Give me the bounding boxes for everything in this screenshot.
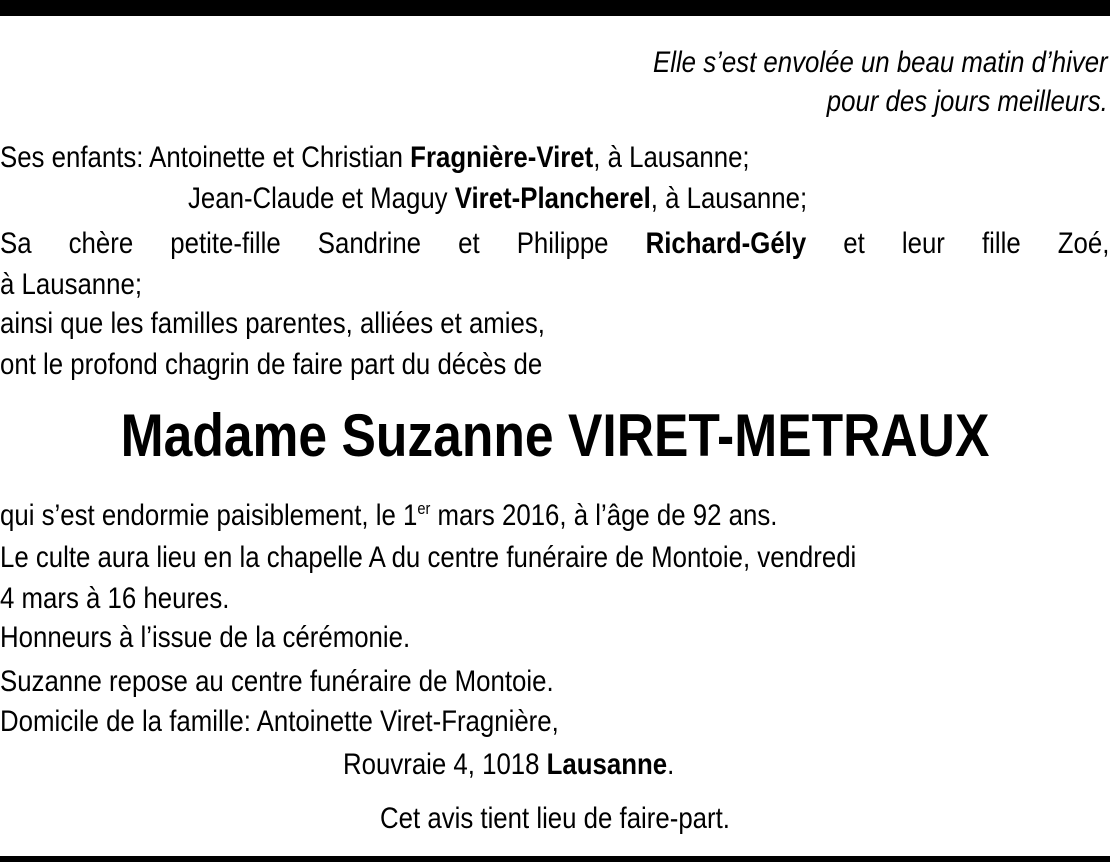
child1-surname: Fragnière-Viret <box>410 141 594 174</box>
children-line-2 <box>188 181 807 217</box>
epigraph-line-1: Elle s’est envolée un beau matin d’hiver <box>653 46 1108 79</box>
address-line <box>343 747 674 783</box>
granddaughter-tail: et leur fille Zoé, <box>806 227 1110 260</box>
epigraph-line-2: pour des jours meilleurs. <box>826 85 1108 118</box>
announcement-line: ont le profond chagrin de faire part du décès de <box>0 348 543 381</box>
address-end: . <box>667 748 675 781</box>
granddaughter-city: à Lausanne; <box>0 268 143 301</box>
death-suffix: mars 2016, à l’âge de 92 ans. <box>430 499 778 532</box>
child2-city: , à Lausanne; <box>650 182 808 215</box>
resting-line: Suzanne repose au centre funéraire de Montoie. <box>0 665 554 698</box>
deceased-name: Madame Suzanne VIRET-METRAUX <box>120 402 990 469</box>
granddaughter-surname: Richard-Gély <box>645 227 807 260</box>
children-line-1 <box>0 140 750 176</box>
death-prefix: qui s’est endormie paisiblement, le 1 <box>0 499 418 532</box>
service-line-2: 4 mars à 16 heures. <box>0 582 230 615</box>
service-line-1: Le culte aura lieu en la chapelle A du centre funéraire de Montoie, vendredi <box>0 541 857 574</box>
address-city: Lausanne <box>546 748 668 781</box>
honours-line: Honneurs à l’issue de la cérémonie. <box>0 621 411 654</box>
child2-surname: Viret-Plancherel <box>454 182 651 215</box>
child1-city: , à Lausanne; <box>593 141 750 174</box>
address-prefix: Rouvraie 4, 1018 <box>343 748 547 781</box>
death-ordinal: er <box>417 499 431 518</box>
children-label: Ses enfants: Antoinette et Christian <box>0 141 411 174</box>
death-line <box>0 498 777 534</box>
domicile-line: Domicile de la famille: Antoinette Viret-Fragnière, <box>0 705 559 738</box>
child2-names: Jean-Claude et Maguy <box>188 182 455 215</box>
bottom-border-rule <box>0 856 1110 862</box>
granddaughter-line <box>0 226 1109 262</box>
closing-line: Cet avis tient lieu de faire-part. <box>380 802 730 835</box>
relatives-line: ainsi que les familles parentes, alliées et amies, <box>0 307 545 340</box>
granddaughter-text: Sa chère petite-fille Sandrine et Philippe <box>0 227 646 260</box>
